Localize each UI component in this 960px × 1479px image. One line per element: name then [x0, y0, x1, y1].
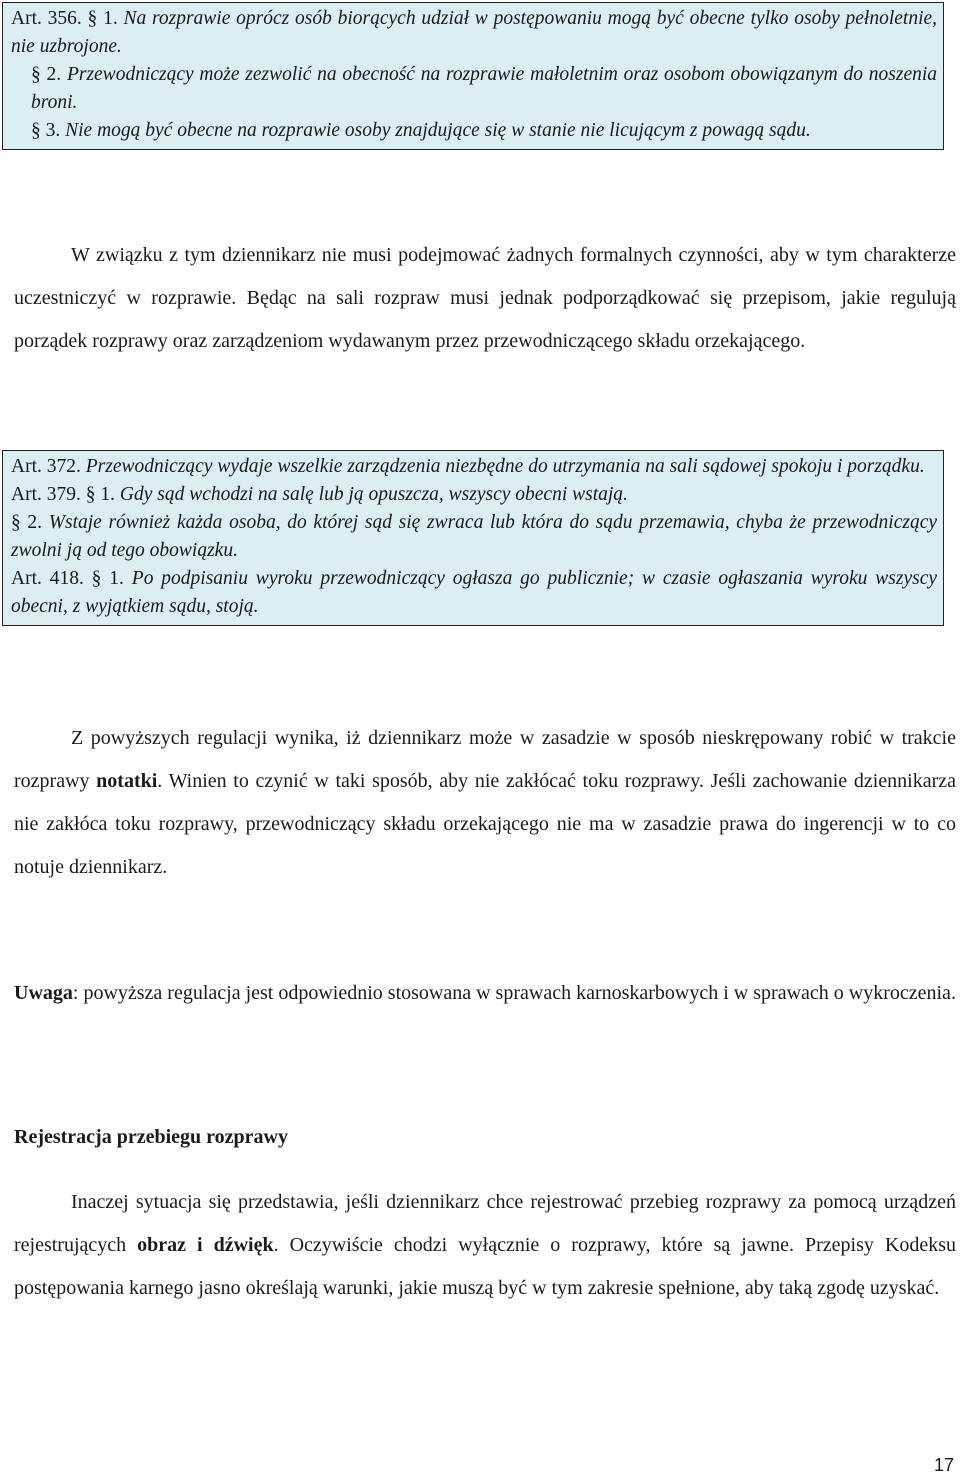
quote-box-art-356 [2, 2, 944, 150]
body-paragraph-2: Z powyższych regulacji wynika, iż dziennikarz może w zasadzie w sposób nieskrępowany robić w trakcie rozprawy notatki. Winien to czynić w taki sposób, aby nie zakłócać toku rozprawy. Jeśli zachowanie dziennikarza nie zakłóca toku rozprawy, przewodniczący składu orzekającego nie ma w zasadzie prawa do ingerencji w to co notuje dziennikarz. [14, 727, 956, 878]
art-372: Art. 372. Przewodniczący wydaje wszelkie zarządzenia niezbędne do utrzymania na sali sądowej spokoju i porządku. [11, 456, 925, 477]
art-418: Art. 418. § 1. Po podpisaniu wyroku przewodniczący ogłasza go publicznie; w czasie ogłaszania wyroku wszyscy obecni, z wyjątkiem sądu, stoją. [11, 568, 938, 617]
art-379-para-1: Art. 379. § 1. Gdy sąd wchodzi na salę lub ją opuszcza, wszyscy obecni wstają. [11, 484, 628, 505]
art-356-para-3: § 3. Nie mogą być obecne na rozprawie osoby znajdujące się w stanie nie licującym z powagą sądu. [31, 120, 811, 141]
quote-box-art-372-418 [2, 450, 944, 626]
page-number: 17 [933, 1455, 954, 1475]
body-paragraph-1: W związku z tym dziennikarz nie musi podejmować żadnych formalnych czynności, aby w tym charakterze uczestniczyć w rozprawie. Będąc na sali rozpraw musi jednak podporządkować się przepisom, jakie regulują porządek rozprawy oraz zarządzeniom wydawanym przez przewodniczącego składu orzekającego. [14, 244, 956, 352]
art-356-para-2: § 2. Przewodniczący może zezwolić na obecność na rozprawie małoletnim oraz osobom obowiązanym do noszenia broni. [31, 64, 938, 113]
art-379-para-2: § 2. Wstaje również każda osoba, do której sąd się zwraca lub która do sądu przemawia, chyba że przewodniczący zwolni ją od tego obowiązku. [11, 512, 938, 561]
art-356-para-1: Art. 356. § 1. Na rozprawie oprócz osób biorących udział w postępowaniu mogą być obecne tylko osoby pełnoletnie, nie uzbrojone. [11, 8, 938, 57]
body-paragraph-4: Inaczej sytuacja się przedstawia, jeśli dziennikarz chce rejestrować przebieg rozprawy za pomocą urządzeń rejestrujących obraz i dźwięk. Oczywiście chodzi wyłącznie o rozprawy, które są jawne. Przepisy Kodeksu postępowania karnego jasno określają warunki, jakie muszą być w tym zakresie spełnione, aby taką zgodę uzyskać. [14, 1191, 956, 1299]
section-heading: Rejestracja przebiegu rozprawy [14, 1126, 288, 1148]
note-paragraph: Uwaga: powyższa regulacja jest odpowiednio stosowana w sprawach karnoskarbowych i w sprawach o wykroczenia. [14, 982, 956, 1004]
